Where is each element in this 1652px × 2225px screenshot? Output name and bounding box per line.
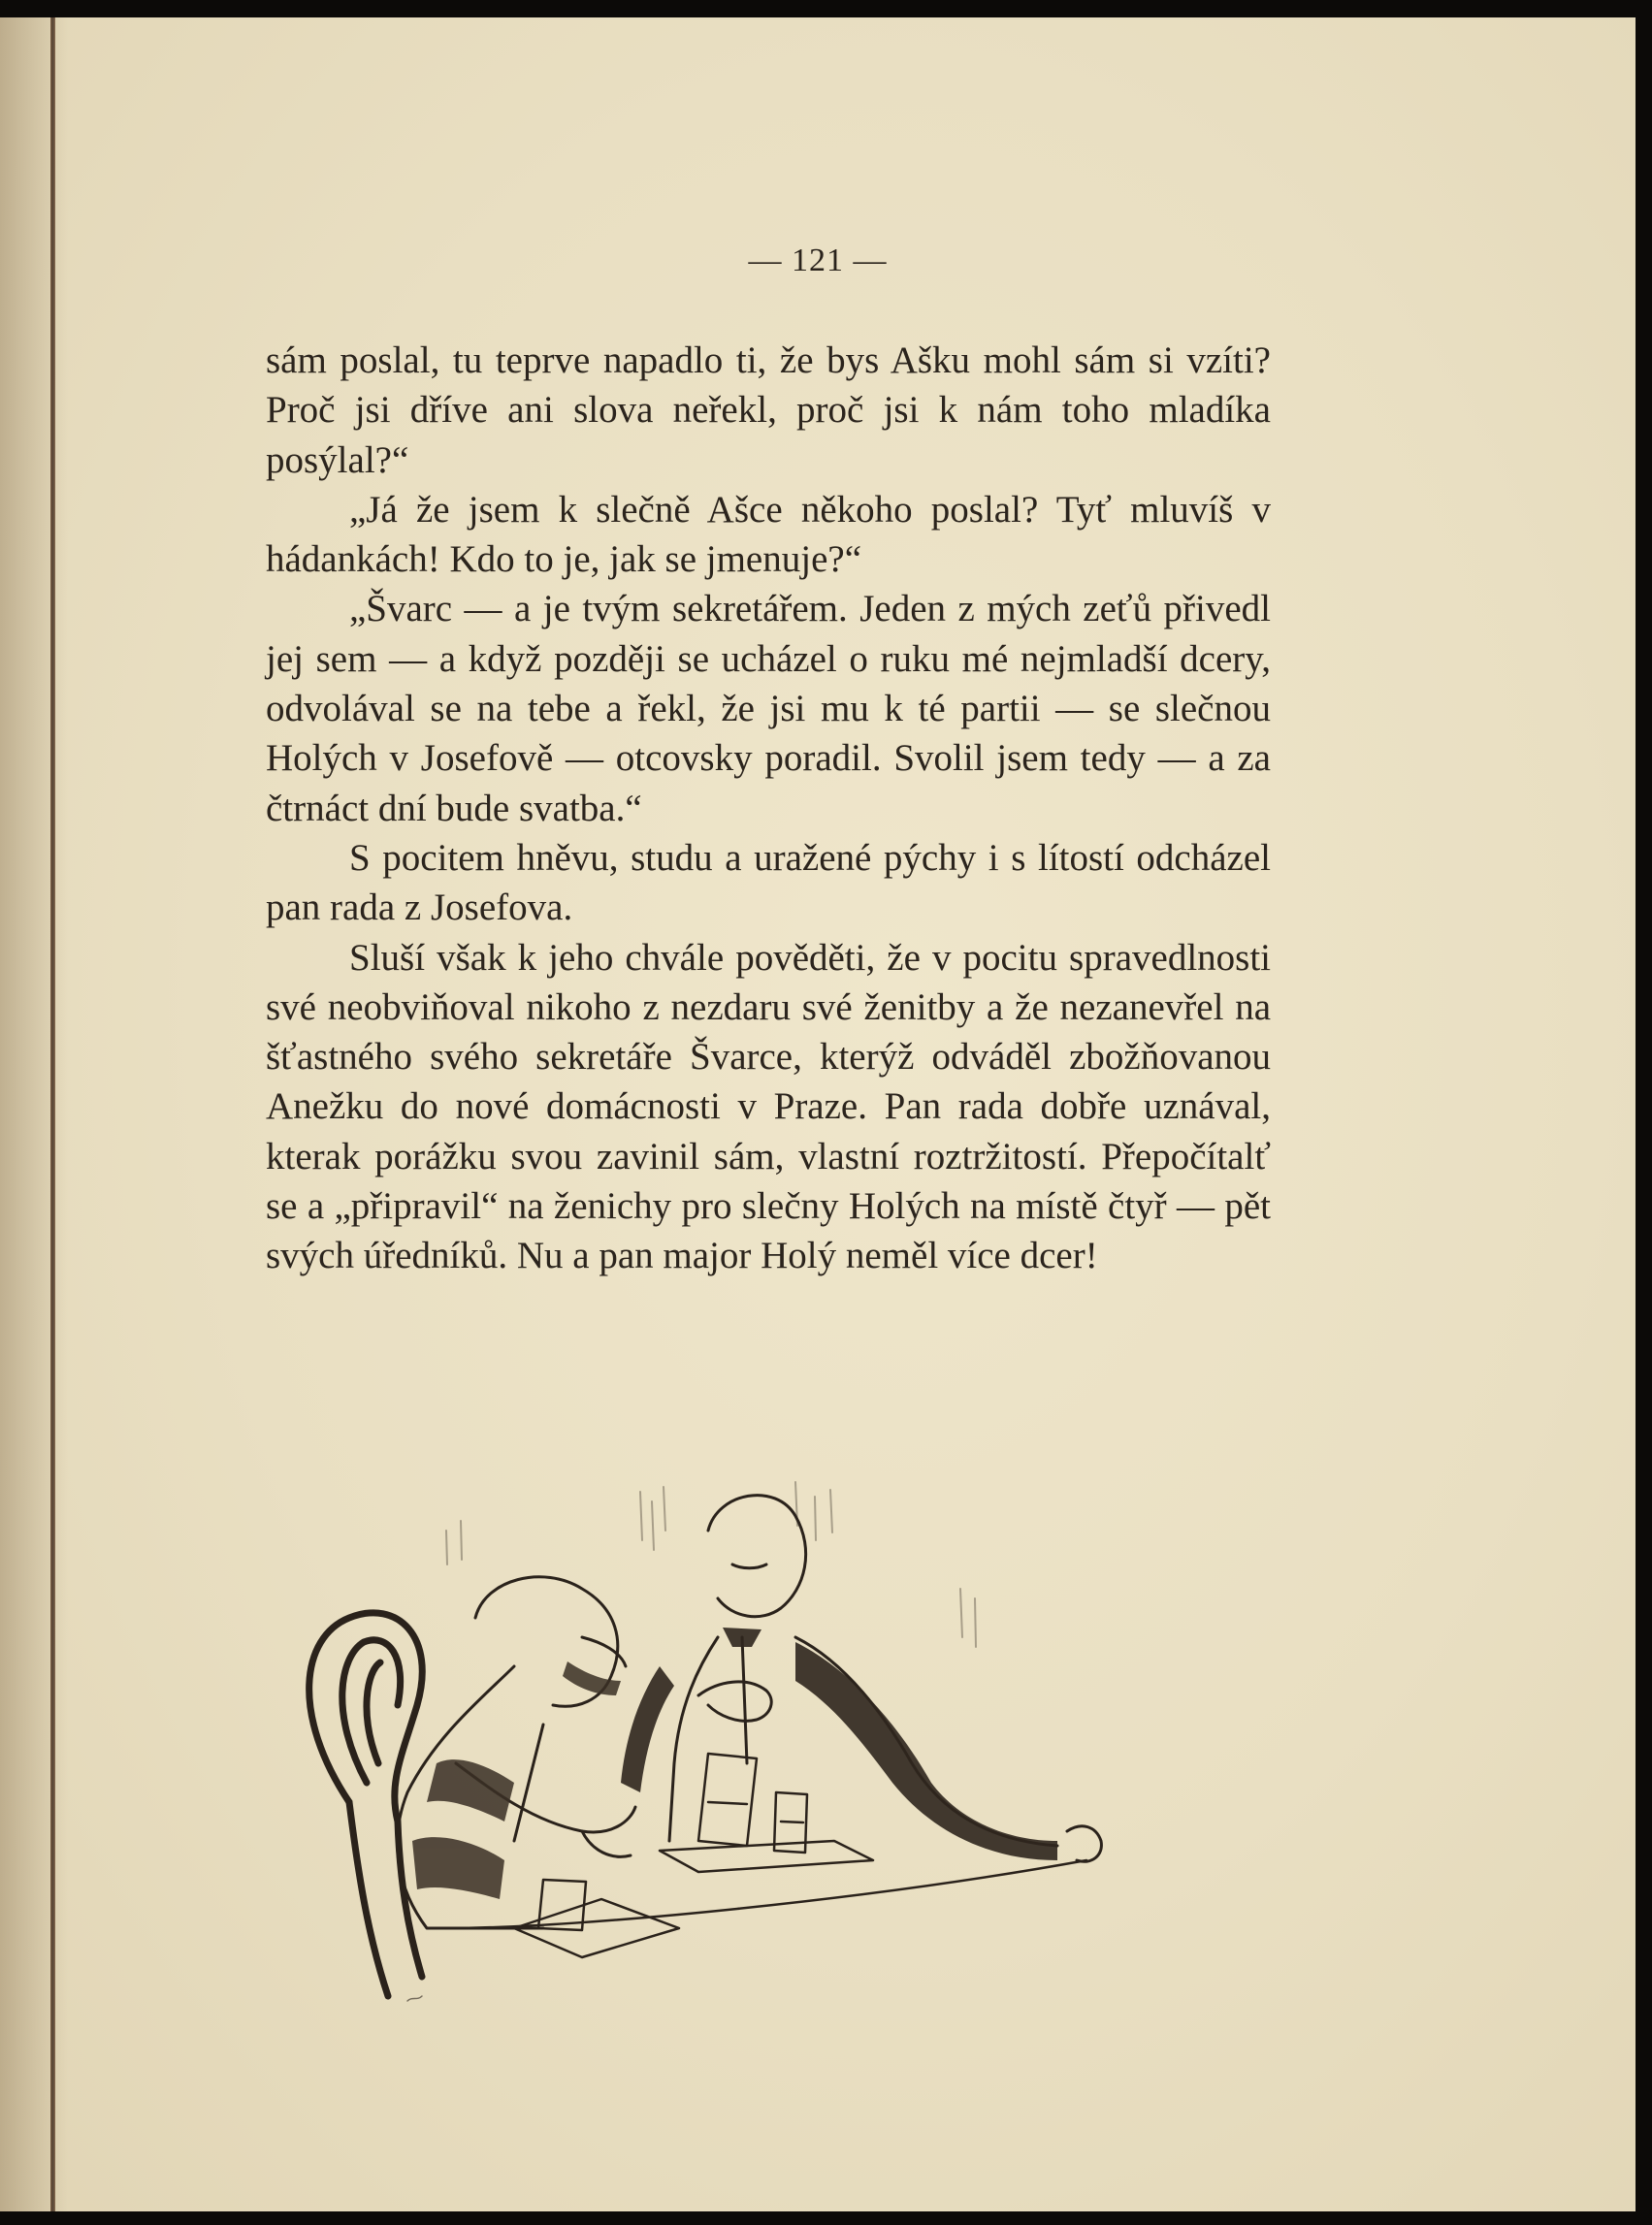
illustration-two-men-at-table (291, 1472, 1261, 2015)
page-number: — 121 — (748, 242, 888, 278)
paragraph-continuation: sám poslal, tu teprve napadlo ti, že bys Ašku mohl sám si vzíti? Proč jsi dříve ani slova neřekl, proč jsi k nám toho mladíka posýlal?“ (266, 339, 1271, 481)
body-text (266, 336, 1271, 1281)
right-man (621, 1496, 1101, 1862)
book-page (0, 17, 1636, 2211)
paragraph-narration-2: Sluší však k jeho chvále pověděti, že v pocitu spravedlnosti své neobviňoval nikoho z nezdaru své ženitby a že nezanevřel na šťastného svého sekretáře Švarce, kterýž odváděl zbožňovanou Anežku do nové domácnosti v Praze. Pan rada dobře uznával, kterak porážku svou zavinil sám, vlastní roztržitostí. Přepočítalť se a „připravil“ na ženichy pro slečny Holých na místě čtyř — pět svých úředníků. Nu a pan major Holý neměl více dcer! (266, 936, 1271, 1277)
bentwood-chair (309, 1613, 423, 1996)
paragraph-dialogue-2: „Švarc — a je tvým sekretářem. Jeden z mých zeťů přivedl jej sem — a když později se ucházel o ruku mé nejmladší dcery, odvolával se na tebe a řekl, že jsi mu k té partii — se slečnou Holých v Josefově — otcovsky poradil. Svolil jsem tedy — a za čtrnáct dní bude svatba.“ (266, 588, 1271, 829)
paragraph-dialogue-1: „Já že jsem k slečně Ašce někoho poslal? Tyť mluvíš v hádankách! Kdo to je, jak se jmenuje?“ (266, 488, 1271, 581)
gutter-shadow (0, 17, 68, 2211)
left-man (398, 1577, 635, 1928)
binding-edge (50, 17, 55, 2211)
paragraph-narration-1: S pocitem hněvu, studu a uražené pýchy i s lítostí odcházel pan rada z Josefova. (266, 836, 1271, 929)
background-hatching (446, 1482, 976, 1647)
artist-mark (407, 1996, 422, 2001)
